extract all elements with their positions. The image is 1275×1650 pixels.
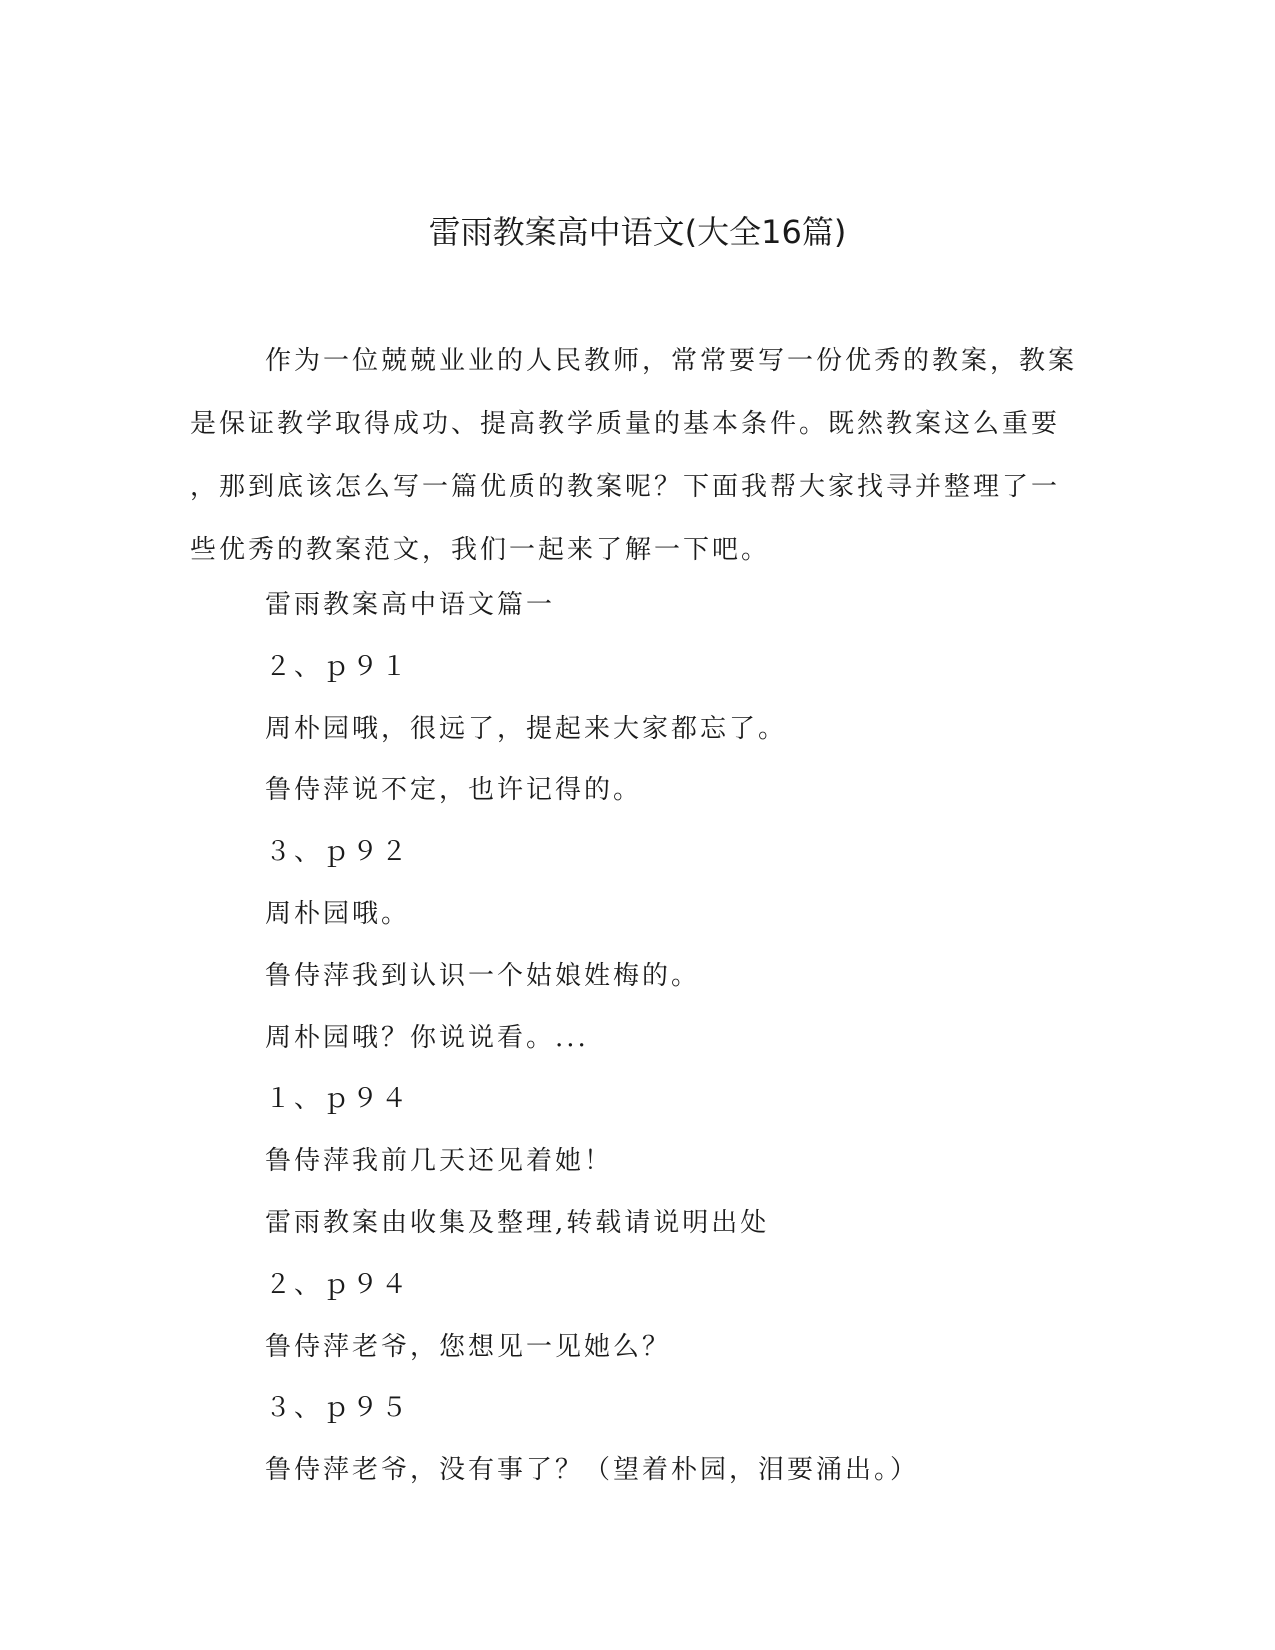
section-heading: 雷雨教案高中语文篇一 [265, 590, 556, 620]
page-reference: １、ｐ９４ [265, 1084, 411, 1115]
page-reference: ３、ｐ９５ [265, 1393, 411, 1424]
dialogue-line: 周朴园哦？你说说看。... [265, 1022, 589, 1053]
intro-line: 是保证教学取得成功、提高教学质量的基本条件。既然教案这么重要 [190, 409, 1061, 439]
intro-line: 作为一位兢兢业业的人民教师，常常要写一份优秀的教案，教案 [265, 346, 1078, 376]
source-note: 雷雨教案由收集及整理,转载请说明出处 [265, 1207, 770, 1238]
dialogue-line: 周朴园哦。 [265, 898, 411, 929]
intro-paragraph [190, 330, 1090, 582]
intro-line: ，那到底该怎么写一篇优质的教案呢？下面我帮大家找寻并整理了一 [190, 472, 1061, 502]
page-reference: ２、ｐ９１ [265, 651, 411, 682]
dialogue-line: 鲁侍萍我前几天还见着她！ [265, 1146, 614, 1177]
page-reference: ２、ｐ９４ [265, 1269, 411, 1300]
page-reference: ３、ｐ９２ [265, 837, 411, 868]
dialogue-line: 鲁侍萍老爷，您想见一见她么？ [265, 1331, 672, 1362]
body-lines [265, 574, 1125, 1501]
document-title: 雷雨教案高中语文(大全16篇) [428, 213, 847, 251]
dialogue-line: 周朴园哦，很远了，提起来大家都忘了。 [265, 713, 788, 744]
dialogue-line: 鲁侍萍说不定，也许记得的。 [265, 775, 643, 806]
dialogue-line: 鲁侍萍我到认识一个姑娘姓梅的。 [265, 960, 701, 991]
intro-line: 些优秀的教案范文，我们一起来了解一下吧。 [190, 535, 771, 565]
dialogue-line: 鲁侍萍老爷，没有事了？（望着朴园，泪要涌出。） [265, 1455, 920, 1486]
